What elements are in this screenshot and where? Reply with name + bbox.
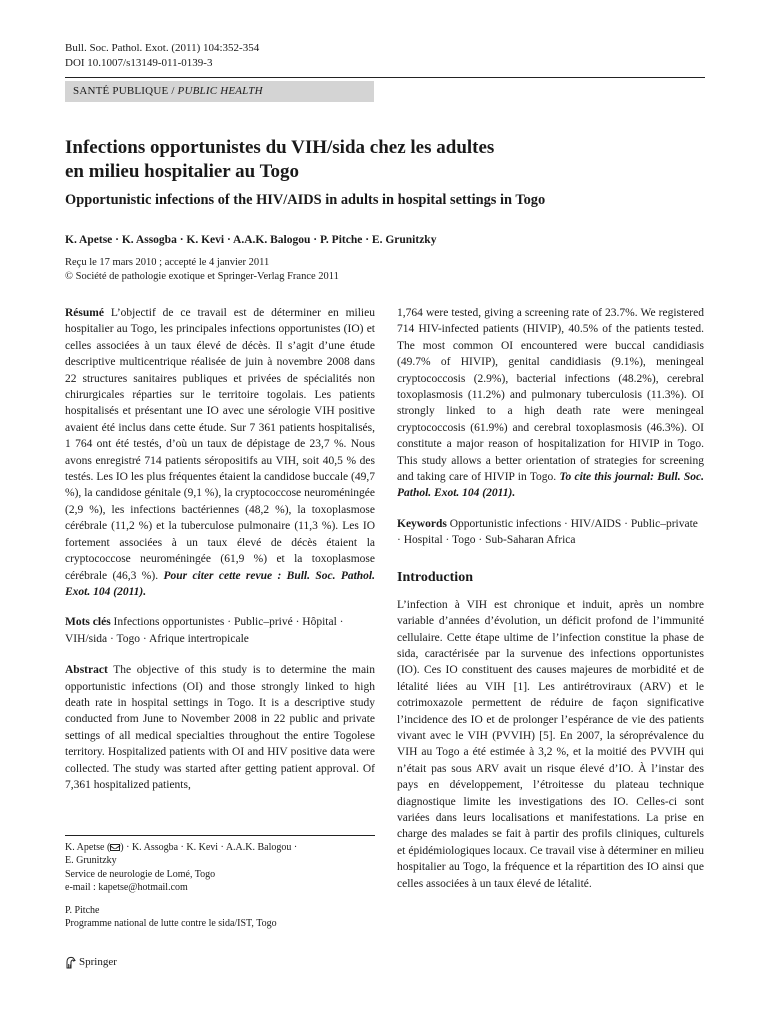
journal-reference: Bull. Soc. Pathol. Exot. (2011) 104:352-354 — [65, 42, 260, 54]
right-column — [397, 305, 704, 892]
mail-icon — [110, 844, 120, 851]
article-title: Infections opportunistes du VIH/sida chez les adultes en milieu hospitalier au Togo — [65, 137, 495, 182]
article-subtitle: Opportunistic infections of the HIV/AIDS in adults in hospital settings in Togo — [65, 192, 546, 208]
article-dates: Reçu le 17 mars 2010 ; accepté le 4 janvier 2011 © Société de pathologie exotique et Springer-Verlag France 2011 — [65, 257, 339, 282]
introduction-paragraph: L’infection à VIH est chronique et induit, après un nombre variable d’années d’évolution, un déficit profond de l’immunité cellulaire. Cette étape ultime de l’infection constitue la phase de sida, caractérisée par la survenue des infections opportunistes (IO). Ces IO constituent des causes majeures de morbidité et de létalité liées au VIH [1]. Les antirétroviraux (ARV) et le cotrimoxazole permettent de réduire de façon significative l’incidence des IO et de prolonger l’espérance de vie des patients vivant avec le VIH (PVVIH) [5]. En 2007, la séroprévalence du VIH au Togo a été estimée à 3,2 %, et la moitié des PVVIH qui n’était pas sous ARV avait un risque élevé d’IO. À l’instar des pays en développement, l’étroitesse du plateau technique diagnostique limite les investigations des IO. Celles-ci sont variées dans leurs localisations et manifestations. La prise en charge des malades se fait à partir des profils cliniques, culturels et épidémiologiques locaux. Ce travail vise à déterminer en milieu hospitalier au Togo, la fréquence et la répartition des IO ainsi que celles associées à un taux élevé de létalité. — [397, 598, 704, 890]
author-list: K. Apetse · K. Assogba · K. Kevi · A.A.K. Balogou · P. Pitche · E. Grunitzky — [65, 234, 437, 246]
publisher-footer: Springer — [65, 955, 117, 969]
resume-paragraph: Résumé L’objectif de ce travail est de déterminer en milieu hospitalier au Togo, les principales infections opportunistes (IO) et celles associées à un taux élevé de décès. Il s’agit d’une étude descriptive multicentrique réalisée de juin à novembre 2008 dans 22 structures sanitaires publiques et privées de spécialités non chirurgicales réparties sur le territoire togolais. Les patients hospitalisés et présentant une IO avec une sérologie VIH positive avaient été inclus dans cette étude. Sur 7 361 patients hospitalisés, 1 764 ont été testés, d’où un taux de dépistage de 23,7 %. Nous avons enregistré 714 patients séropositifs au VIH, soit 40,5 % des testés. Les IO les plus fréquentes étaient la candidose buccale (49,7 %), la candidose génitale (9,1 %), la cryptococcose neuroméningée (2,9 %), les infections bactériennes (48,2 %), la toxoplasmose cérébrale (11,2 %) et la tuberculose pulmonaire (11,3 %). Les IO fortement associées à un taux élevé de décès étaient la cryptococcose neuroméningée (61,9 %) et la toxoplasmose cérébrale (46,3 %). Pour citer cette revue : Bull. Soc. Pathol. Exot. 104 (2011). — [65, 307, 375, 598]
doi: DOI 10.1007/s13149-011-0139-3 — [65, 57, 213, 69]
left-column — [65, 305, 375, 793]
springer-horse-icon — [65, 956, 76, 969]
mots-cles-paragraph: Mots clés Infections opportunistes · Public–privé · Hôpital · VIH/sida · Togo · Afrique intertropicale — [65, 616, 344, 645]
abstract-paragraph-part1: Abstract The objective of this study is to determine the main opportunistic infections (OI) and those strongly linked to high death rate in hospital settings in Togo. It is a descriptive study conducted from June to November 2008 in 22 public and private settings of all medical specialties throughout the entire Togolese territory. Hospitalized patients with OI and HIV positive data were collected. The study was started after getting patient approval. Of 7,361 hospitalized patients, — [65, 664, 375, 791]
author-footnote: K. Apetse ( ) · K. Assogba · K. Kevi · A.A.K. Balogou · E. Grunitzky Service de neurologie de Lomé, Togo e-mail : kapetse@hotmail.com — [65, 842, 298, 894]
section-label: SANTÉ PUBLIQUE / PUBLIC HEALTH — [65, 81, 374, 102]
pitche-footnote: P. Pitche Programme national de lutte contre le sida/IST, Togo — [65, 905, 277, 930]
header-rule — [65, 77, 705, 78]
abstract-paragraph-part2: 1,764 were tested, giving a screening rate of 23.7%. We registered 714 HIV-infected patients (HIVIP), 40.5% of the patients tested. The most common OI encountered were buccal candidiasis (49.7% of HIVIP), genital candidiasis (9.1%), meningeal cryptococcosis (2.9%), bacterial infections (48.2%), cerebral toxoplasmosis (11.2%) and pulmonary tuberculosis (11.3%). OI strongly linked to a high death rate were meningeal cryptococcosis (61.9%) and cerebral toxoplasmosis (46.3%). OI constitute a major reason of hospitalization for HIVIP in Togo. This study allows a better orientation of strategies for screening and taking care of HIVIP in Togo. To cite this journal: Bull. Soc. Pathol. Exot. 104 (2011). — [397, 307, 704, 500]
introduction-heading: Introduction — [397, 569, 473, 585]
footnote-rule — [65, 835, 375, 836]
keywords-paragraph: Keywords Opportunistic infections · HIV/AIDS · Public–private · Hospital · Togo · Sub-Saharan Africa — [397, 517, 698, 547]
